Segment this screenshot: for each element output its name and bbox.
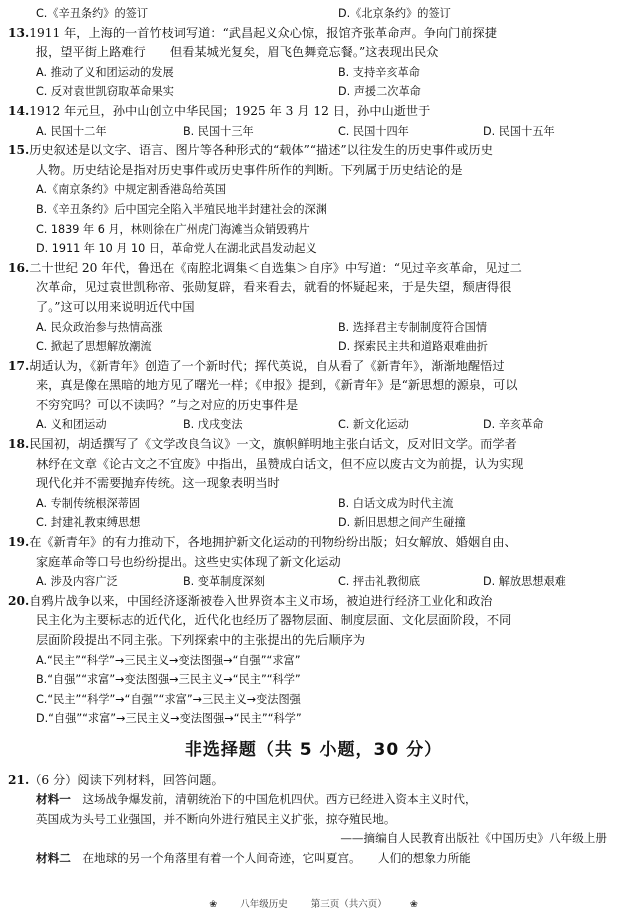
question-text: 了。”这可以用来说明近代中国 xyxy=(36,299,195,314)
option-c: C. 1839 年 6 月，林则徐在广州虎门海滩当众销毁鸦片 xyxy=(36,222,310,236)
question-15 xyxy=(8,141,619,259)
option-c: C.《辛丑条约》的签订 xyxy=(36,7,149,20)
option-c: C. 封建礼教束缚思想 xyxy=(36,516,141,530)
question-text: （6 分）阅读下列材料，回答问题。 xyxy=(29,772,224,787)
question-number: 21. xyxy=(8,772,30,787)
question-number: 13. xyxy=(8,25,30,40)
option-d: D. 辛亥革命 xyxy=(483,418,544,432)
material-source: ——摘编自人民教育出版社《中国历史》八年级上册 xyxy=(340,831,607,846)
question-text: 人物。历史结论是指对历史事件或历史事件所作的判断。下列属于历史结论的是 xyxy=(36,162,463,177)
option-b: B. 戊戌变法 xyxy=(183,418,243,432)
option-d: D.《北京条约》的签订 xyxy=(338,7,451,20)
question-20 xyxy=(8,592,619,729)
question-number: 14. xyxy=(8,103,30,118)
question-number: 20. xyxy=(8,593,30,608)
option-c: C.“民主”“科学”→“自强”“求富”→三民主义→变法图强 xyxy=(36,692,301,706)
option-d: D. 解放思想艰难 xyxy=(483,575,566,589)
material-text: 在地球的另一个角落里有着一个人间奇迹，它叫夏宫。 人们的想象力所能 xyxy=(70,850,471,865)
option-c: C. 掀起了思想解放潮流 xyxy=(36,340,152,354)
material-text: 这场战争爆发前，清朝统治下的中国危机四伏。西方已经进入资本主义时代， xyxy=(70,792,477,807)
option-a: A.《南京条约》中规定割香港岛给英国 xyxy=(36,183,227,197)
option-b: B. 选择君主专制制度符合国情 xyxy=(338,320,488,334)
option-c: C. 反对袁世凯窃取革命果实 xyxy=(36,85,174,99)
option-b: B. 支持辛亥革命 xyxy=(338,65,420,79)
question-number: 16. xyxy=(8,260,30,275)
option-b: B.《辛丑条约》后中国完全陷入半殖民地半封建社会的深渊 xyxy=(36,202,327,216)
question-text: 二十世纪 20 年代，鲁迅在《南腔北调集＜自选集＞自序》中写道：“见过辛亥革命，见过二 xyxy=(29,260,522,275)
option-d: D. 探索民主共和道路艰难曲折 xyxy=(338,340,488,354)
option-d: D.“自强”“求富”→三民主义→变法图强→“民主”“科学” xyxy=(36,712,302,726)
question-text: 报，望平街上路难行 但看某城光复矣，眉飞色舞竞忘餐。”这表现出民众 xyxy=(36,45,439,60)
option-d: D. 新旧思想之间产生碰撞 xyxy=(338,516,466,530)
question-19 xyxy=(8,533,619,592)
option-b: B. 变革制度深刻 xyxy=(183,575,265,589)
question-text: 层面阶段提出不同主张。下列探索中的主张提出的先后顺序为 xyxy=(36,633,366,647)
material-label: 材料一 xyxy=(36,792,71,807)
option-b: B.“自强”“求富”→变法图强→三民主义→“民主”“科学” xyxy=(36,673,301,687)
option-a: A. 民国十二年 xyxy=(36,124,107,138)
option-a: A.“民主”“科学”→三民主义→变法图强→“自强”“求富” xyxy=(36,653,301,667)
question-text: 现代化并不需要抛弃传统。这一现象表明当时 xyxy=(36,476,280,491)
question-text: 1912 年元旦，孙中山创立中华民国；1925 年 3 月 12 日，孙中山逝世于 xyxy=(29,103,431,118)
question-text: 民主化为主要标志的近代化，近代化也经历了器物层面、制度层面、文化层面阶段，不同 xyxy=(36,613,512,628)
option-a: A. 涉及内容广泛 xyxy=(36,575,118,589)
material-text: 英国成为头号工业强国，并不断向外进行殖民主义扩张，掠夺殖民地。 xyxy=(36,811,396,826)
footer-subject: 八年级历史 xyxy=(240,899,288,911)
question-17 xyxy=(8,357,619,435)
question-text: 历史叙述是以文字、语言、图片等各种形式的“载体”“描述”以往发生的历史事件或历史 xyxy=(29,143,493,158)
option-c: C. 抨击礼教彻底 xyxy=(338,575,421,589)
question-number: 19. xyxy=(8,535,30,550)
question-text: 来，真是像在黑暗的地方见了曙光一样；《申报》提到，《新青年》是“新思想的源泉，可以 xyxy=(36,378,518,393)
option-d: D. 1911 年 10 月 10 日，革命党人在湖北武昌发动起义 xyxy=(36,242,317,256)
option-d: D. 声援二次革命 xyxy=(338,85,421,99)
option-c: C. 新文化运动 xyxy=(338,418,409,432)
question-number: 17. xyxy=(8,358,30,373)
flower-icon: ❀ xyxy=(409,899,418,911)
question-text: 自鸦片战争以来，中国经济逐渐被卷入世界资本主义市场，被迫进行经济工业化和政治 xyxy=(29,593,493,608)
page-footer xyxy=(0,895,627,915)
question-text: 在《新青年》的有力推动下，各地拥护新文化运动的刊物纷纷出版；妇女解放、婚姻自由、 xyxy=(29,535,517,550)
question-text: 家庭革命等口号也纷纷提出。这些史实体现了新文化运动 xyxy=(36,554,341,569)
question-16 xyxy=(8,259,619,357)
question-text: 不穷究吗？可以不读吗？”与之对应的历史事件是 xyxy=(36,397,299,412)
material-label: 材料二 xyxy=(36,850,71,865)
option-a: A. 推动了义和团运动的发展 xyxy=(36,65,174,79)
option-a: A. 专制传统根深蒂固 xyxy=(36,496,141,510)
question-13 xyxy=(8,24,619,102)
option-c: C. 民国十四年 xyxy=(338,124,409,138)
option-b: B. 民国十三年 xyxy=(183,124,254,138)
flower-icon: ❀ xyxy=(209,899,218,911)
option-a: A. 民众政治参与热情高涨 xyxy=(36,320,163,334)
question-number: 18. xyxy=(8,437,30,452)
option-a: A. 义和团运动 xyxy=(36,418,107,432)
question-text: 民国初，胡适撰写了《文学改良刍议》一文，旗帜鲜明地主张白话文，反对旧文学。而学者 xyxy=(29,437,517,452)
option-b: B. 白话文成为时代主流 xyxy=(338,496,454,510)
question-text: 1911 年，上海的一首竹枝词写道：“武昌起义众心惊，报馆齐张革命声。争向门前探捷 xyxy=(29,25,497,40)
footer-page-number: 第三页（共六页） xyxy=(310,899,387,911)
question-text: 胡适认为，《新青年》创造了一个新时代；挥代英说，自从看了《新青年》，渐渐地醒悟过 xyxy=(29,358,505,373)
section-title: 非选择题（共 5 小题，30 分） xyxy=(184,739,443,760)
question-text: 次革命，见过袁世凯称帝、张勋复辟，看来看去，就看的怀疑起来，于是失望，颓唐得很 xyxy=(36,280,512,295)
question-number: 15. xyxy=(8,143,30,158)
question-18 xyxy=(8,435,619,533)
material-two xyxy=(8,849,619,869)
question-text: 林纾在文章《论古文之不宜废》中指出，虽赞成白话文，但不应以废古文为前提，认为实现 xyxy=(36,456,524,471)
material-one xyxy=(8,790,619,810)
question-14 xyxy=(8,102,619,141)
top-options xyxy=(8,4,619,24)
question-21 xyxy=(8,771,619,869)
option-d: D. 民国十五年 xyxy=(483,124,555,138)
